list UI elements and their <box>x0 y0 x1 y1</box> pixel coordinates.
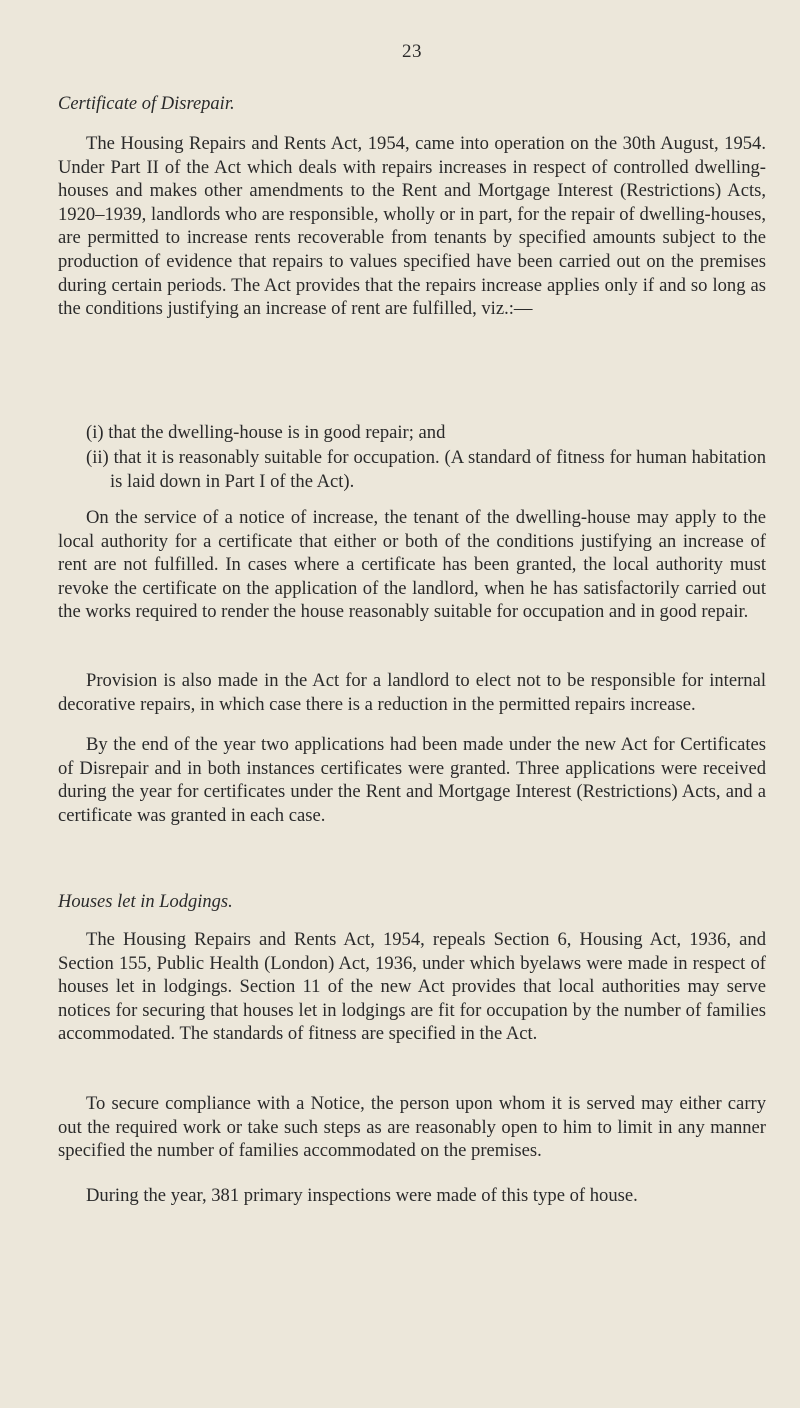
list-item-ii: (ii) that it is reasonably suitable for occupation. (A standard of fitness for human habitation is laid down in Part I of the Act). <box>86 447 766 492</box>
section-heading-certificate-of-disrepair: Certificate of Disrepair. <box>58 94 235 114</box>
paragraph-notice-of-increase: On the service of a notice of increase, the tenant of the dwelling-house may apply to the local authority for a certificate that either or both of the conditions justifying an increase of rent are not fulfilled. In cases where a certificate has been granted, the local authority must revoke the certificate on the application of the landlord, when he has satisfactorily carried out the works required to render the house reasonably suitable for occupation and in good repair. <box>58 507 766 623</box>
paragraph-inspections: During the year, 381 primary inspections were made of this type of house. <box>86 1185 638 1206</box>
section-heading-houses-let-in-lodgings: Houses let in Lodgings. <box>58 892 233 912</box>
paragraph-decorative-repairs: Provision is also made in the Act for a landlord to elect not to be responsible for internal decorative repairs, in which case there is a reduction in the permitted repairs increase. <box>58 670 766 715</box>
paragraph-intro: The Housing Repairs and Rents Act, 1954, came into operation on the 30th August, 1954. Under Part II of the Act which deals with repairs increases in respect of controlled dwelling-houses and makes other amendments to the Rent and Mortgage Interest (Restrictions) Acts, 1920–1939, landlords who are responsible, wholly or in part, for the repair of dwelling-houses, are permitted to increase rents recoverable from tenants by specified amounts subject to the production of evidence that repairs to values specified have been carried out on the premises during certain periods. The Act provides that the repairs increase applies only if and so long as the conditions justifying an increase of rent are fulfilled, viz.:— <box>58 133 766 320</box>
paragraph-compliance: To secure compliance with a Notice, the person upon whom it is served may either carry out the required work or take such steps as are reasonably open to him to limit in any manner specified the number of families accommodated on the premises. <box>58 1093 766 1162</box>
paragraph-applications: By the end of the year two applications had been made under the new Act for Certificates of Disrepair and in both instances certificates were granted. Three applications were received during the year for certificates under the Rent and Mortgage Interest (Restrictions) Acts, and a certificate was granted in each case. <box>58 734 766 826</box>
page-number: 23 <box>402 41 422 62</box>
paragraph-housing-repairs-act: The Housing Repairs and Rents Act, 1954, repeals Section 6, Housing Act, 1936, and Section 155, Public Health (London) Act, 1936, under which byelaws were made in respect of houses let in lodgings. Section 11 of the new Act provides that local authorities may serve notices for securing that houses let in lodgings are fit for occupation by the number of families accommodated. The standards of fitness are specified in the Act. <box>58 929 766 1045</box>
list-item-i: (i) that the dwelling-house is in good repair; and <box>86 422 446 443</box>
